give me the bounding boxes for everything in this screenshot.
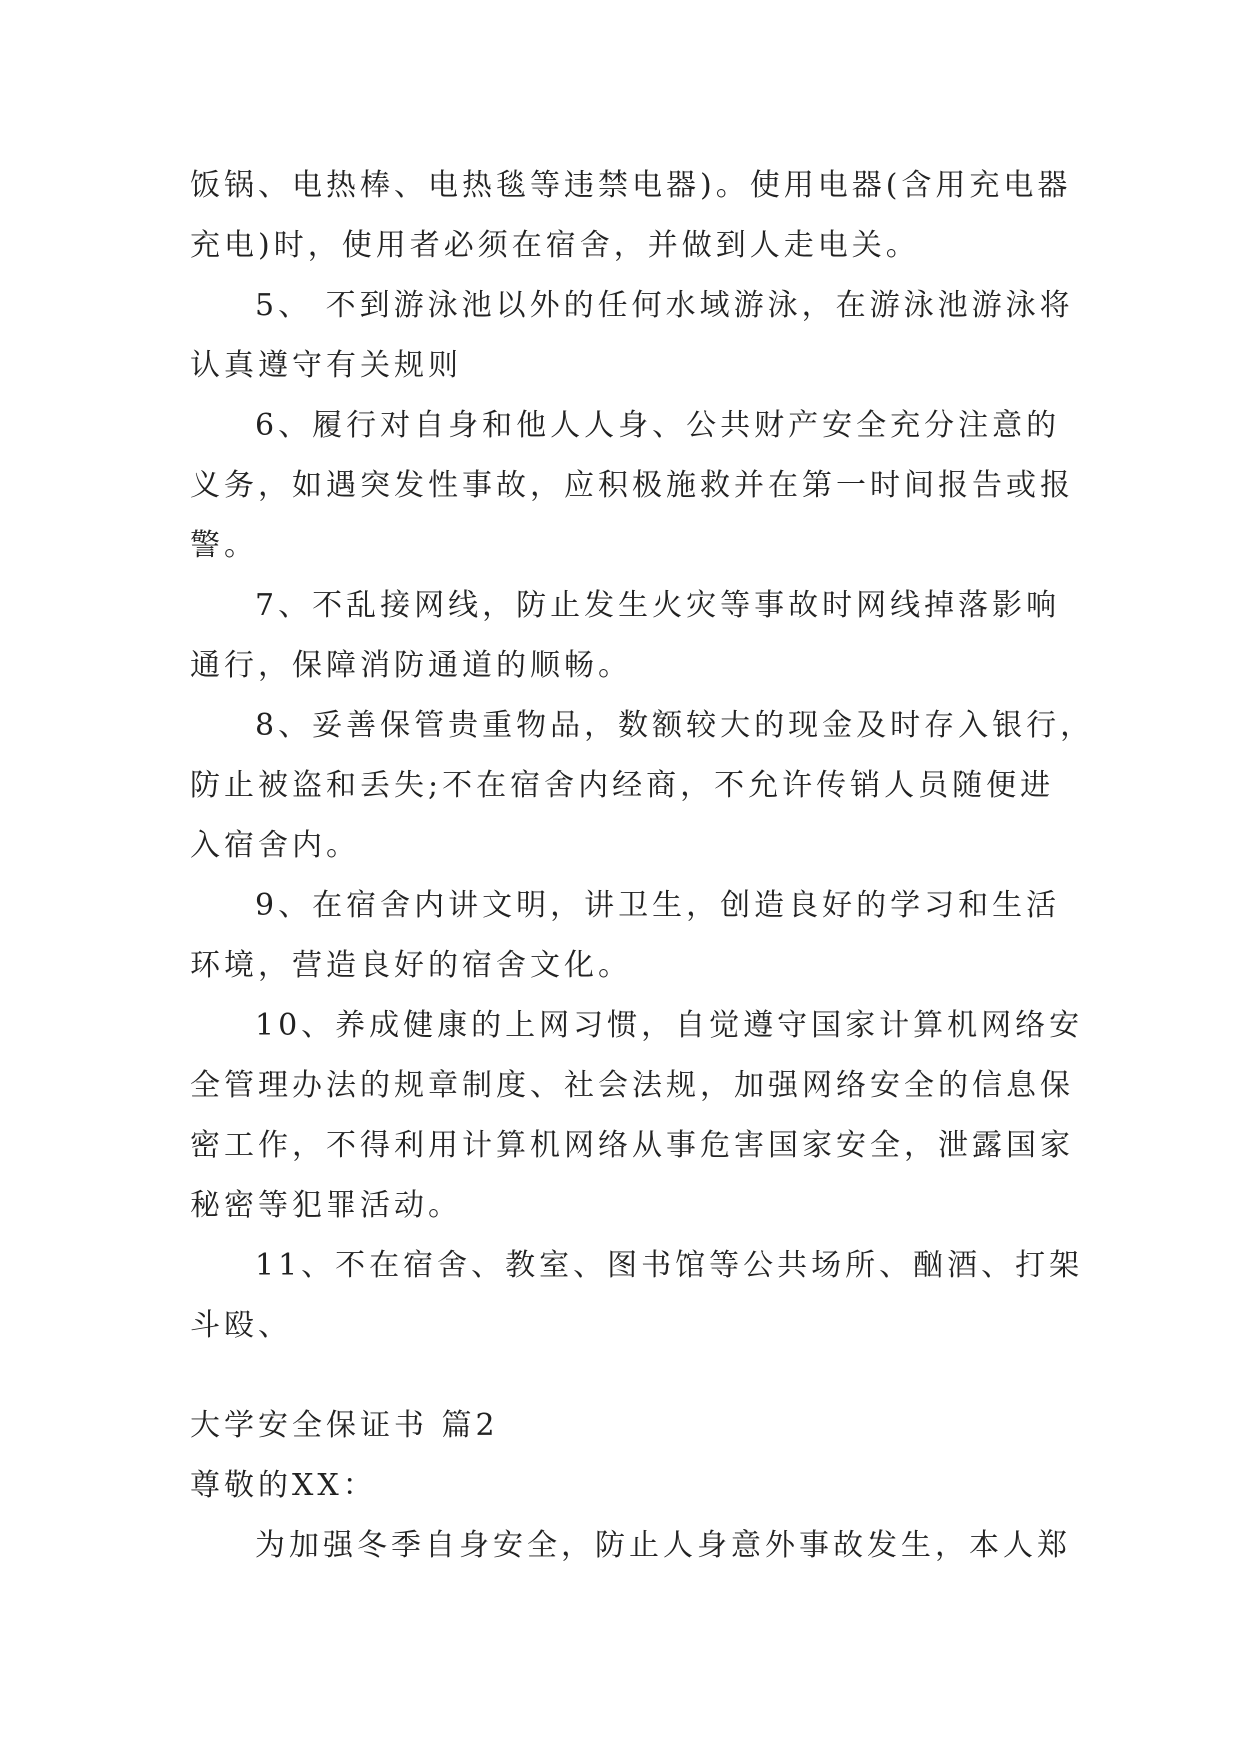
text-line: 认真遵守有关规则 [190,348,462,383]
text-line: 入宿舍内。 [190,828,360,863]
text-line: 斗殴、 [190,1308,292,1343]
text-line: 为加强冬季自身安全，防止人身意外事故发生，本人郑 [255,1528,1071,1563]
text-line: 防止被盗和丢失;不在宿舍内经商，不允许传销人员随便进 [190,768,1055,803]
text-line: 密工作，不得利用计算机网络从事危害国家安全，泄露国家 [190,1128,1074,1163]
section-heading: 大学安全保证书 篇2 [190,1408,499,1443]
text-line: 环境，营造良好的宿舍文化。 [190,948,632,983]
text-line: 秘密等犯罪活动。 [190,1188,462,1223]
text-line: 饭锅、电热棒、电热毯等违禁电器)。使用电器(含用充电器 [190,168,1072,203]
text-line: 5、 不到游泳池以外的任何水域游泳，在游泳池游泳将 [255,288,1074,323]
text-line: 警。 [190,528,258,563]
text-line: 通行，保障消防通道的顺畅。 [190,648,632,683]
text-line: 6、履行对自身和他人人身、公共财产安全充分注意的 [255,408,1061,443]
text-line: 8、妥善保管贵重物品，数额较大的现金及时存入银行， [255,708,1095,743]
text-line: 7、不乱接网线，防止发生火灾等事故时网线掉落影响 [255,588,1061,623]
text-line: 9、在宿舍内讲文明，讲卫生，创造良好的学习和生活 [255,888,1061,923]
text-line: 11、不在宿舍、教室、图书馆等公共场所、酗酒、打架 [255,1248,1084,1283]
salutation: 尊敬的XX： [190,1468,377,1503]
text-line: 全管理办法的规章制度、社会法规，加强网络安全的信息保 [190,1068,1074,1103]
text-line: 10、养成健康的上网习惯，自觉遵守国家计算机网络安 [255,1008,1084,1043]
text-line: 义务，如遇突发性事故，应积极施救并在第一时间报告或报 [190,468,1074,503]
text-line: 充电)时，使用者必须在宿舍，并做到人走电关。 [190,228,920,263]
